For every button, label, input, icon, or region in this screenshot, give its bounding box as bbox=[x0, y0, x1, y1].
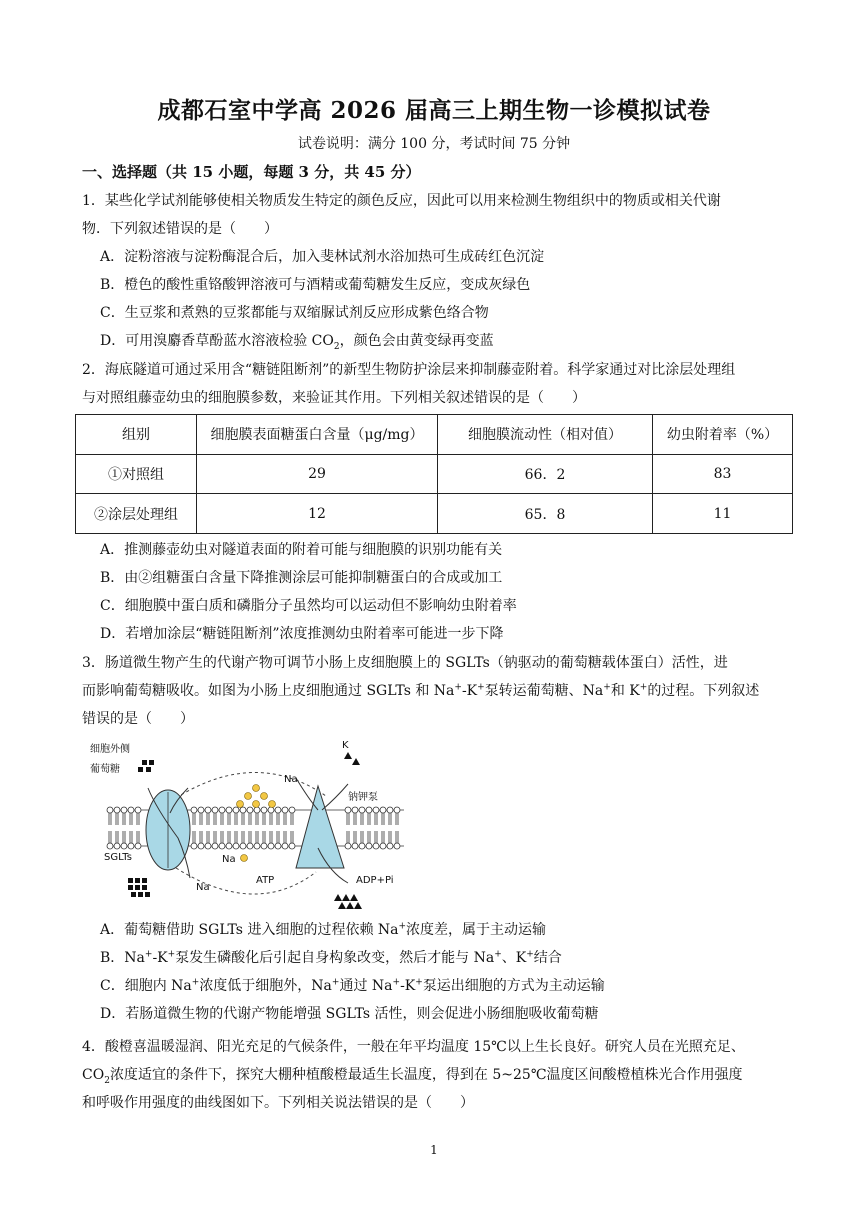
label-atp: ATP bbox=[256, 875, 275, 886]
q1-option-c: C．生豆浆和煮熟的豆浆都能与双缩脲试剂反应形成紫色络合物 bbox=[100, 305, 489, 321]
label-k: K bbox=[342, 740, 349, 751]
q1-option-b: B．橙色的酸性重铬酸钾溶液可与酒精或葡萄糖发生反应，变成灰绿色 bbox=[100, 277, 531, 293]
q2-stem-line1: 2．海底隧道可通过采用含“糖链阻断剂”的新型生物防护涂层来抑制藤壶附着。科学家通过对比涂层处理组 bbox=[82, 362, 736, 378]
label-outside: 细胞外侧 bbox=[90, 744, 130, 755]
q4-stem-line1: 4．酸橙喜温暖湿润、阳光充足的气候条件，一般在年平均温度 15℃以上生长良好。研究人员在光照充足、 bbox=[82, 1039, 745, 1055]
q2-data-table bbox=[75, 414, 793, 534]
table-header-cell: 细胞膜流动性（相对值） bbox=[438, 415, 653, 455]
label-pump: 钠钾泵 bbox=[348, 792, 378, 803]
q3-option-c: C．细胞内 Na+浓度低于细胞外，Na+通过 Na+-K+泵运出细胞的方式为主动运输 bbox=[100, 977, 605, 994]
q1-stem-line1: 1．某些化学试剂能够使相关物质发生特定的颜色反应，因此可以用来检测生物组织中的物质或相关代谢 bbox=[82, 193, 721, 209]
table-cell: 66．2 bbox=[438, 454, 653, 494]
glucose-molecules-outside bbox=[138, 760, 154, 772]
q2-stem-line2: 与对照组藤壶幼虫的细胞膜参数，来验证其作用。下列相关叙述错误的是（ ） bbox=[82, 390, 586, 406]
table-header-cell: 细胞膜表面糖蛋白含量（μg/mg） bbox=[197, 415, 438, 455]
q4-stem-line2: $CO_2$浓度适宜的条件下，探究大棚种植酸橙最适生长温度，得到在 5~25℃温度区间酸橙植株光合作用强度 bbox=[82, 1067, 743, 1086]
membrane-transport-diagram bbox=[86, 738, 416, 916]
table-header-cell: 幼虫附着率（%） bbox=[653, 415, 793, 455]
table-cell: 83 bbox=[653, 454, 793, 494]
q3-stem-line3: 错误的是（ ） bbox=[82, 711, 194, 727]
exam-title: 成都石室中学高 2026 届高三上期生物一诊模拟试卷 bbox=[157, 97, 711, 124]
section-heading: 一、选择题（共 15 小题，每题 3 分，共 45 分） bbox=[82, 163, 421, 181]
label-na-inside: Na bbox=[222, 854, 236, 865]
q2-option-d: D．若增加涂层“糖链阻断剂”浓度推测幼虫附着率可能进一步下降 bbox=[100, 626, 504, 642]
label-na-outside: Na bbox=[284, 774, 298, 785]
glucose-molecules-inside bbox=[128, 878, 150, 897]
q2-option-b: B．由②组糖蛋白含量下降推测涂层可能抑制糖蛋白的合成或加工 bbox=[100, 570, 503, 586]
table-cell: ②涂层处理组 bbox=[76, 494, 197, 534]
table-cell: 11 bbox=[653, 494, 793, 534]
label-sglts: SGLTs bbox=[104, 852, 132, 863]
label-glucose: 葡萄糖 bbox=[90, 764, 120, 775]
table-row bbox=[76, 494, 793, 534]
q1-option-d: D．可用溴麝香草酚蓝水溶液检验 $CO_2$，颜色会由黄变绿再变蓝 bbox=[100, 333, 494, 352]
table-cell: 12 bbox=[197, 494, 438, 534]
table-cell: ①对照组 bbox=[76, 454, 197, 494]
label-adp: ADP+Pi bbox=[356, 875, 394, 886]
q3-option-d: D．若肠道微生物的代谢产物能增强 SGLTs 活性，则会促进小肠细胞吸收葡萄糖 bbox=[100, 1006, 599, 1022]
q2-option-a: A．推测藤壶幼虫对隧道表面的附着可能与细胞膜的识别功能有关 bbox=[100, 542, 503, 558]
table-row bbox=[76, 454, 793, 494]
table-header-cell: 组别 bbox=[76, 415, 197, 455]
exam-instructions: 试卷说明：满分 100 分，考试时间 75 分钟 bbox=[297, 136, 571, 152]
table-header-row bbox=[76, 415, 793, 455]
q3-stem-line2: 而影响葡萄糖吸收。如图为小肠上皮细胞通过 SGLTs 和 Na+-K+泵转运葡萄糖、Na+和 K+的过程。下列叙述 bbox=[82, 682, 760, 699]
q3-stem-line1: 3．肠道微生物产生的代谢产物可调节小肠上皮细胞膜上的 SGLTs（钠驱动的葡萄糖载体蛋白）活性，进 bbox=[82, 655, 728, 671]
q1-option-a: A．淀粉溶液与淀粉酶混合后，加入斐林试剂水浴加热可生成砖红色沉淀 bbox=[100, 249, 545, 265]
table-cell: 29 bbox=[197, 454, 438, 494]
table-cell: 65．8 bbox=[438, 494, 653, 534]
page-number: 1 bbox=[430, 1143, 438, 1157]
label-na-sglt: Na bbox=[196, 882, 210, 893]
q3-option-b: B．Na+-K+泵发生磷酸化后引起自身构象改变，然后才能与 Na+、K+结合 bbox=[100, 949, 562, 966]
q2-option-c: C．细胞膜中蛋白质和磷脂分子虽然均可以运动但不影响幼虫附着率 bbox=[100, 598, 517, 614]
q3-option-a: A．葡萄糖借助 SGLTs 进入细胞的过程依赖 Na+浓度差，属于主动运输 bbox=[100, 921, 547, 938]
q1-stem-line2: 物．下列叙述错误的是（ ） bbox=[82, 221, 278, 237]
q4-stem-line3: 和呼吸作用强度的曲线图如下。下列相关说法错误的是（ ） bbox=[82, 1095, 474, 1111]
